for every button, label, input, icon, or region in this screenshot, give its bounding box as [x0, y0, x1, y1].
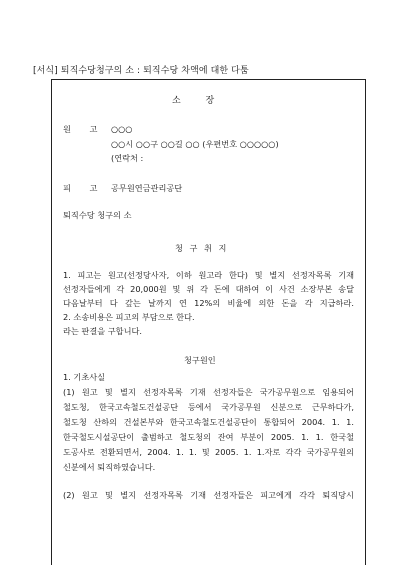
section-basic-facts: 1. 기초사실	[63, 372, 106, 382]
case-name: 퇴직수당 청구의 소	[63, 210, 132, 220]
defendant-label: 피 고	[63, 183, 106, 193]
para1-line3: 철도청 산하의 건설본부와 한국고속철도건설공단이 통합되어 2004. 1. 1.	[63, 417, 354, 427]
claim-cause-heading: 청구원인	[184, 355, 216, 365]
claim-purpose-closing: 라는 판결을 구합니다.	[63, 326, 142, 336]
document-title: 소 장	[172, 96, 226, 106]
para2-line1: (2) 원고 및 별지 선정자목록 기재 선정자들은 피고에게 각각 퇴직당시	[63, 490, 354, 500]
defendant-name: 공무원연금관리공단	[111, 183, 183, 193]
claim-purpose-heading: 청 구 취 지	[175, 243, 229, 253]
claim-purpose-item2: 2. 소송비용은 피고의 부담으로 한다.	[63, 312, 195, 322]
para1-line2: 철도청, 한국고속철도건설공단 등에서 국가공무원 신분으로 근무하다가,	[63, 402, 354, 412]
claim-purpose-item1-line2: 선정자들에게 각 20,000원 및 위 각 돈에 대하여 이 사건 소장부본 송달	[63, 284, 354, 294]
plaintiff-name: ○○○	[111, 124, 133, 134]
claim-purpose-item1-line1: 1. 피고는 원고(선정당사자, 이하 원고라 한다) 및 별지 선정자목록 기재	[63, 270, 355, 280]
para1-line6: 신분에서 퇴직하였습니다.	[63, 462, 156, 472]
plaintiff-contact: (연락처 :	[111, 153, 144, 163]
plaintiff-address: ○○시 ○○구 ○○길 ○○ (우편번호 ○○○○○)	[111, 139, 279, 149]
para1-line5: 도공사로 전환되면서, 2004. 1. 1. 및 2005. 1. 1.자로 각각 국가공무원의	[63, 447, 355, 457]
claim-purpose-item1-line3: 다음날부터 다 갚는 날까지 연 12%의 비율에 의한 돈을 각 지급하라.	[63, 298, 354, 308]
para1-line4: 한국철도시설공단이 출범하고 철도청의 잔여 부분이 2005. 1. 1. 한국철	[63, 432, 354, 442]
complaint-document	[51, 79, 366, 565]
plaintiff-label: 원 고	[63, 124, 106, 134]
form-title: [서식] 퇴직수당청구의 소 : 퇴직수당 차액에 대한 다툼	[33, 66, 249, 76]
para1-line1: (1) 원고 및 별지 선정자목록 기재 선정자들은 국가공무원으로 임용되어	[63, 387, 354, 397]
